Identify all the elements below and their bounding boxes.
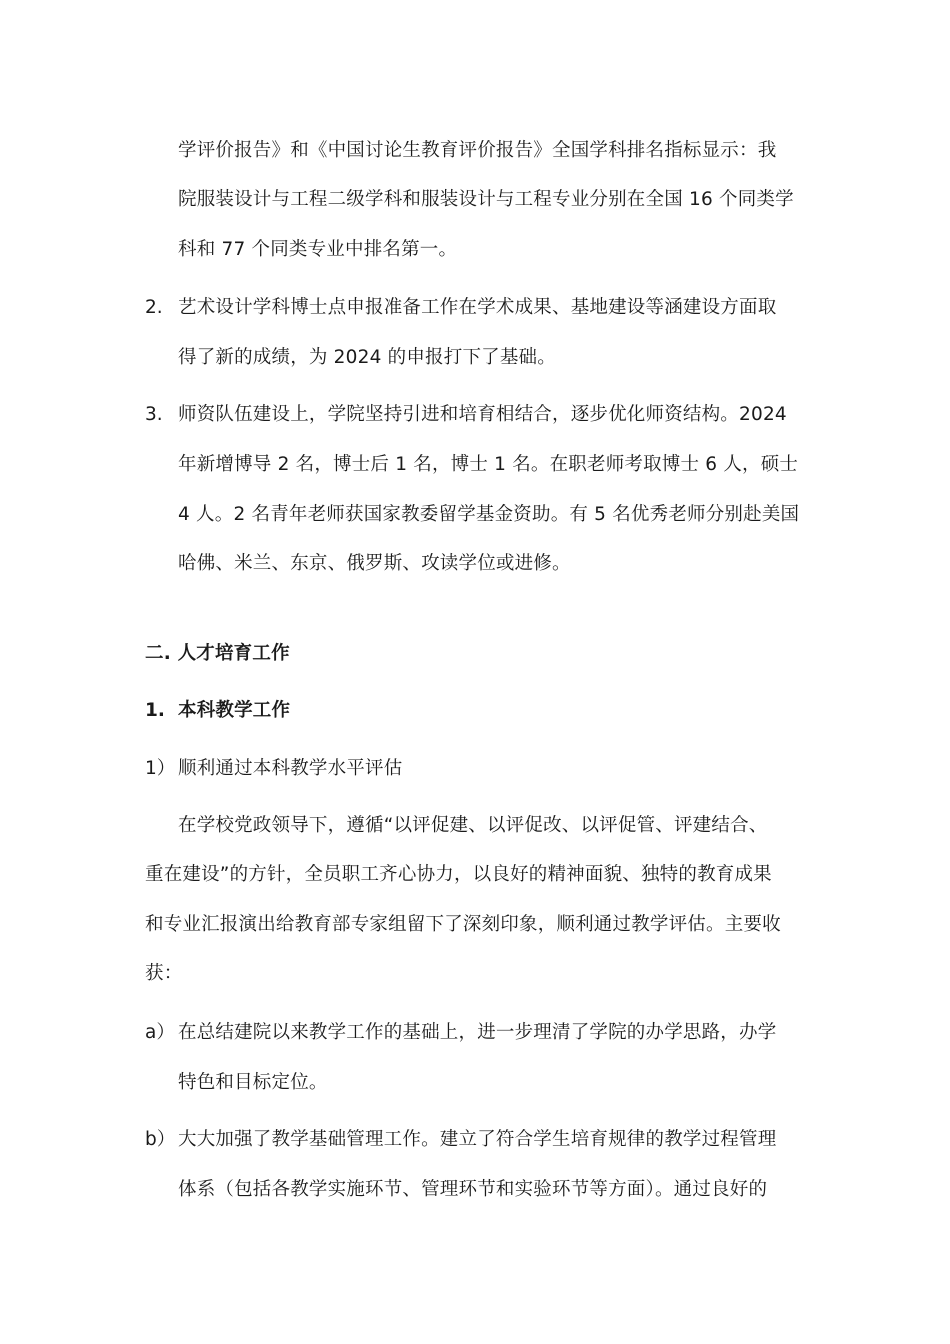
text-line: 师资队伍建设上，学院坚持引进和培育相结合，逐步优化师资结构。2024 <box>178 404 787 425</box>
text-line: 4 人。2 名青年老师获国家教委留学基金资助。有 5 名优秀老师分别赴美国 <box>178 504 800 525</box>
list-marker: 2. <box>145 297 163 318</box>
subsection-marker: 1. <box>145 700 165 721</box>
text-line: 特色和目标定位。 <box>178 1072 328 1093</box>
text-line: 在总结建院以来教学工作的基础上，进一步理清了学院的办学思路，办学 <box>178 1022 777 1043</box>
text-line: 获： <box>145 963 183 984</box>
sub-item-marker: b） <box>145 1129 176 1150</box>
text-line: 院服装设计与工程二级学科和服装设计与工程专业分别在全国 16 个同类学 <box>178 189 794 210</box>
text-line: 大大加强了教学基础管理工作。建立了符合学生培育规律的教学过程管理 <box>178 1129 777 1150</box>
text-line: 哈佛、米兰、东京、俄罗斯、攻读学位或进修。 <box>178 553 571 574</box>
text-line: 体系（包括各教学实施环节、管理环节和实验环节等方面）。通过良好的 <box>178 1179 768 1200</box>
text-line: 艺术设计学科博士点申报准备工作在学术成果、基地建设等涵建设方面取 <box>178 297 777 318</box>
text-line: 学评价报告》和《中国讨论生教育评价报告》全国学科排名指标显示：我 <box>178 140 777 161</box>
text-line: 在学校党政领导下，遵循“以评促建、以评促改、以评促管、评建结合、 <box>178 815 768 836</box>
sub-item-marker: a） <box>145 1022 175 1043</box>
subsection-title: 本科教学工作 <box>178 700 291 721</box>
list-marker: 3. <box>145 404 163 425</box>
text-line: 得了新的成绩，为 2024 的申报打下了基础。 <box>178 347 556 368</box>
text-line: 重在建设”的方针，全员职工齐心协力，以良好的精神面貌、独特的教育成果 <box>145 864 772 885</box>
text-line: 科和 77 个同类专业中排名第一。 <box>178 239 458 260</box>
text-line: 和专业汇报演出给教育部专家组留下了深刻印象，顺利通过教学评估。主要收 <box>145 914 781 935</box>
item-marker: 1） <box>145 758 176 779</box>
section-heading: 二. 人才培育工作 <box>145 643 290 664</box>
text-line: 年新增博导 2 名，博士后 1 名，博士 1 名。在职老师考取博士 6 人，硕士 <box>178 454 799 475</box>
item-text: 顺利通过本科教学水平评估 <box>178 758 403 779</box>
